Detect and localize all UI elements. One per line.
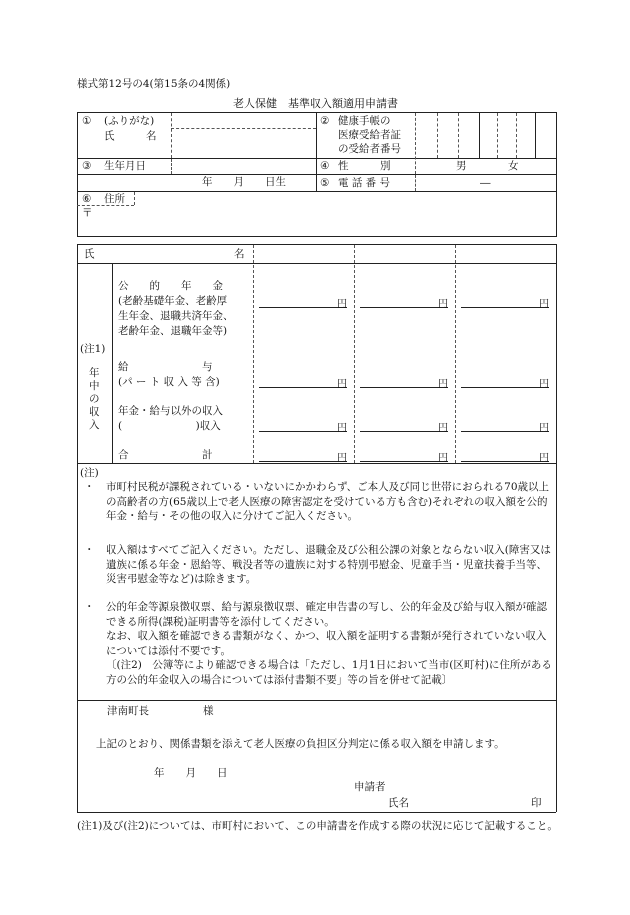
applicant-name-field[interactable] [414,795,524,810]
addressee-honorific: 様 [203,705,214,717]
note-bullet-1: ・ [84,481,95,493]
note1-marker: (注1) [80,343,106,355]
field-number-2: ② [320,115,330,127]
field-number-1: ① [82,115,92,127]
phone-dash: ― [480,177,491,189]
phone-label: 電 話 番 号 [338,177,391,189]
name-field[interactable] [173,130,314,157]
annual-income-char-1: 年 [89,367,100,379]
note-2: 収入額はすべてご記入ください。ただし、退職金及び公租公課の対象とならない収入(障害又は遺族に係る年金・恩給等、戦没者等の遺族に対する特別弔慰金、児童手当・児童扶養手当等、災害弔慰金等など)は除きます。 [106,544,551,585]
addressee: 津南町長 [107,705,149,717]
postal-mark: 〒 [82,207,93,219]
pension-label-1: 公 的 年 金 [118,280,223,292]
annual-income-char-3: の [89,393,100,405]
salary-amount-3[interactable]: 円 [539,379,549,390]
birth-date-ymd[interactable]: 年 月 日生 [202,176,286,188]
note-bullet-3: ・ [84,601,95,613]
footer-note: (注1)及び(注2)については、市町村において、この申請書を作成する際の状況に応じて記載すること。 [77,820,558,832]
sex-label: 性 別 [338,160,391,172]
pension-label-4: 老齢年金、退職年金等) [118,325,228,337]
furigana-field[interactable] [173,113,314,127]
other-income-label-1: 年金・給与以外の収入 [118,405,223,417]
birth-date-label: 生年月日 [104,160,146,172]
pension-label-3: 生年金、退職共済年金、 [118,310,234,322]
note-2-statement: 〔(注2) 公簿等により確認できる場合は「ただし、1月1日において当市(区町村)に住所がある方の公的年金収入の場合については添付書類不要」等の旨を併せて記載〕 [106,659,552,686]
pension-amount-2[interactable]: 円 [438,299,448,310]
pension-amount-3[interactable]: 円 [539,299,549,310]
field-number-4: ④ [320,160,330,172]
other-amount-2[interactable]: 円 [438,423,448,434]
address-label: 住所 [104,193,125,205]
applicant-label: 申請者 [354,781,386,793]
applicant-name-label: 氏名 [388,797,409,809]
annual-income-char-2: 中 [89,380,100,392]
field-number-6: ⑥ [82,193,92,205]
name-header-left: 氏 [84,248,95,260]
health-card-label-3: の受給者番号 [338,143,401,155]
form-number: 様式第12号の4(第15条の4関係) [77,78,231,90]
note-3-supplement: なお、収入額を確認できる書類がなく、かつ、収入額を証明する書類が発行されていない収入については添付不要です。 [106,630,547,657]
total-amount-3[interactable]: 円 [539,453,549,464]
application-statement: 上記のとおり、関係書類を添えて老人医療の負担区分判定に係る収入額を申請します。 [96,738,505,750]
address-field[interactable] [95,207,554,235]
form-title: 老人保健 基準収入額適用申請書 [233,97,398,110]
health-card-label-1: 健康手帳の [338,115,391,127]
annual-income-char-5: 入 [89,419,100,431]
total-amount-1[interactable]: 円 [337,453,347,464]
annual-income-char-4: 収 [89,406,100,418]
sex-female-option[interactable]: 女 [508,160,519,172]
note-1: 市町村民税が課税されている・いないにかかわらず、ご本人及び同じ世帯におられる70歳以上の高齢者の方(65歳以上で老人医療の障害認定を受けている方も含む)それぞれの収入額を公的年金・給与・その他の収入に分けてご記入ください。 [106,481,550,522]
pension-label-2: (老齢基礎年金、老齢厚 [118,295,228,307]
notes-header: (注) [80,467,99,479]
furigana-label: (ふりがな) [104,115,155,127]
salary-label-1: 給 与 [118,361,213,373]
note-bullet-2: ・ [84,544,95,556]
field-number-3: ③ [82,160,92,172]
note-3: 公的年金等源泉徴収票、給与源泉徴収票、確定申告書の写し、公的年金及び給与収入額が確認できる所得(課税)証明書等を添付してください。 [106,601,547,628]
other-income-label-2: ( )収入 [118,420,221,432]
sex-male-option[interactable]: 男 [456,160,467,172]
total-label: 合 計 [118,449,213,461]
other-amount-1[interactable]: 円 [337,423,347,434]
name-label: 氏 名 [104,130,157,142]
total-amount-2[interactable]: 円 [438,453,448,464]
application-date[interactable]: 年 月 日 [154,767,228,779]
name-header-right: 名 [234,248,245,260]
field-number-5: ⑤ [320,177,330,189]
seal-mark: 印 [531,797,542,809]
pension-amount-1[interactable]: 円 [337,299,347,310]
salary-amount-1[interactable]: 円 [337,379,347,390]
health-card-label-2: 医療受給者証 [338,129,401,141]
other-amount-3[interactable]: 円 [539,423,549,434]
salary-label-2: (パ ー ト 収 入 等 含) [118,376,220,388]
phone-field[interactable] [416,175,555,190]
recipient-number-field[interactable] [416,113,555,158]
salary-amount-2[interactable]: 円 [438,379,448,390]
